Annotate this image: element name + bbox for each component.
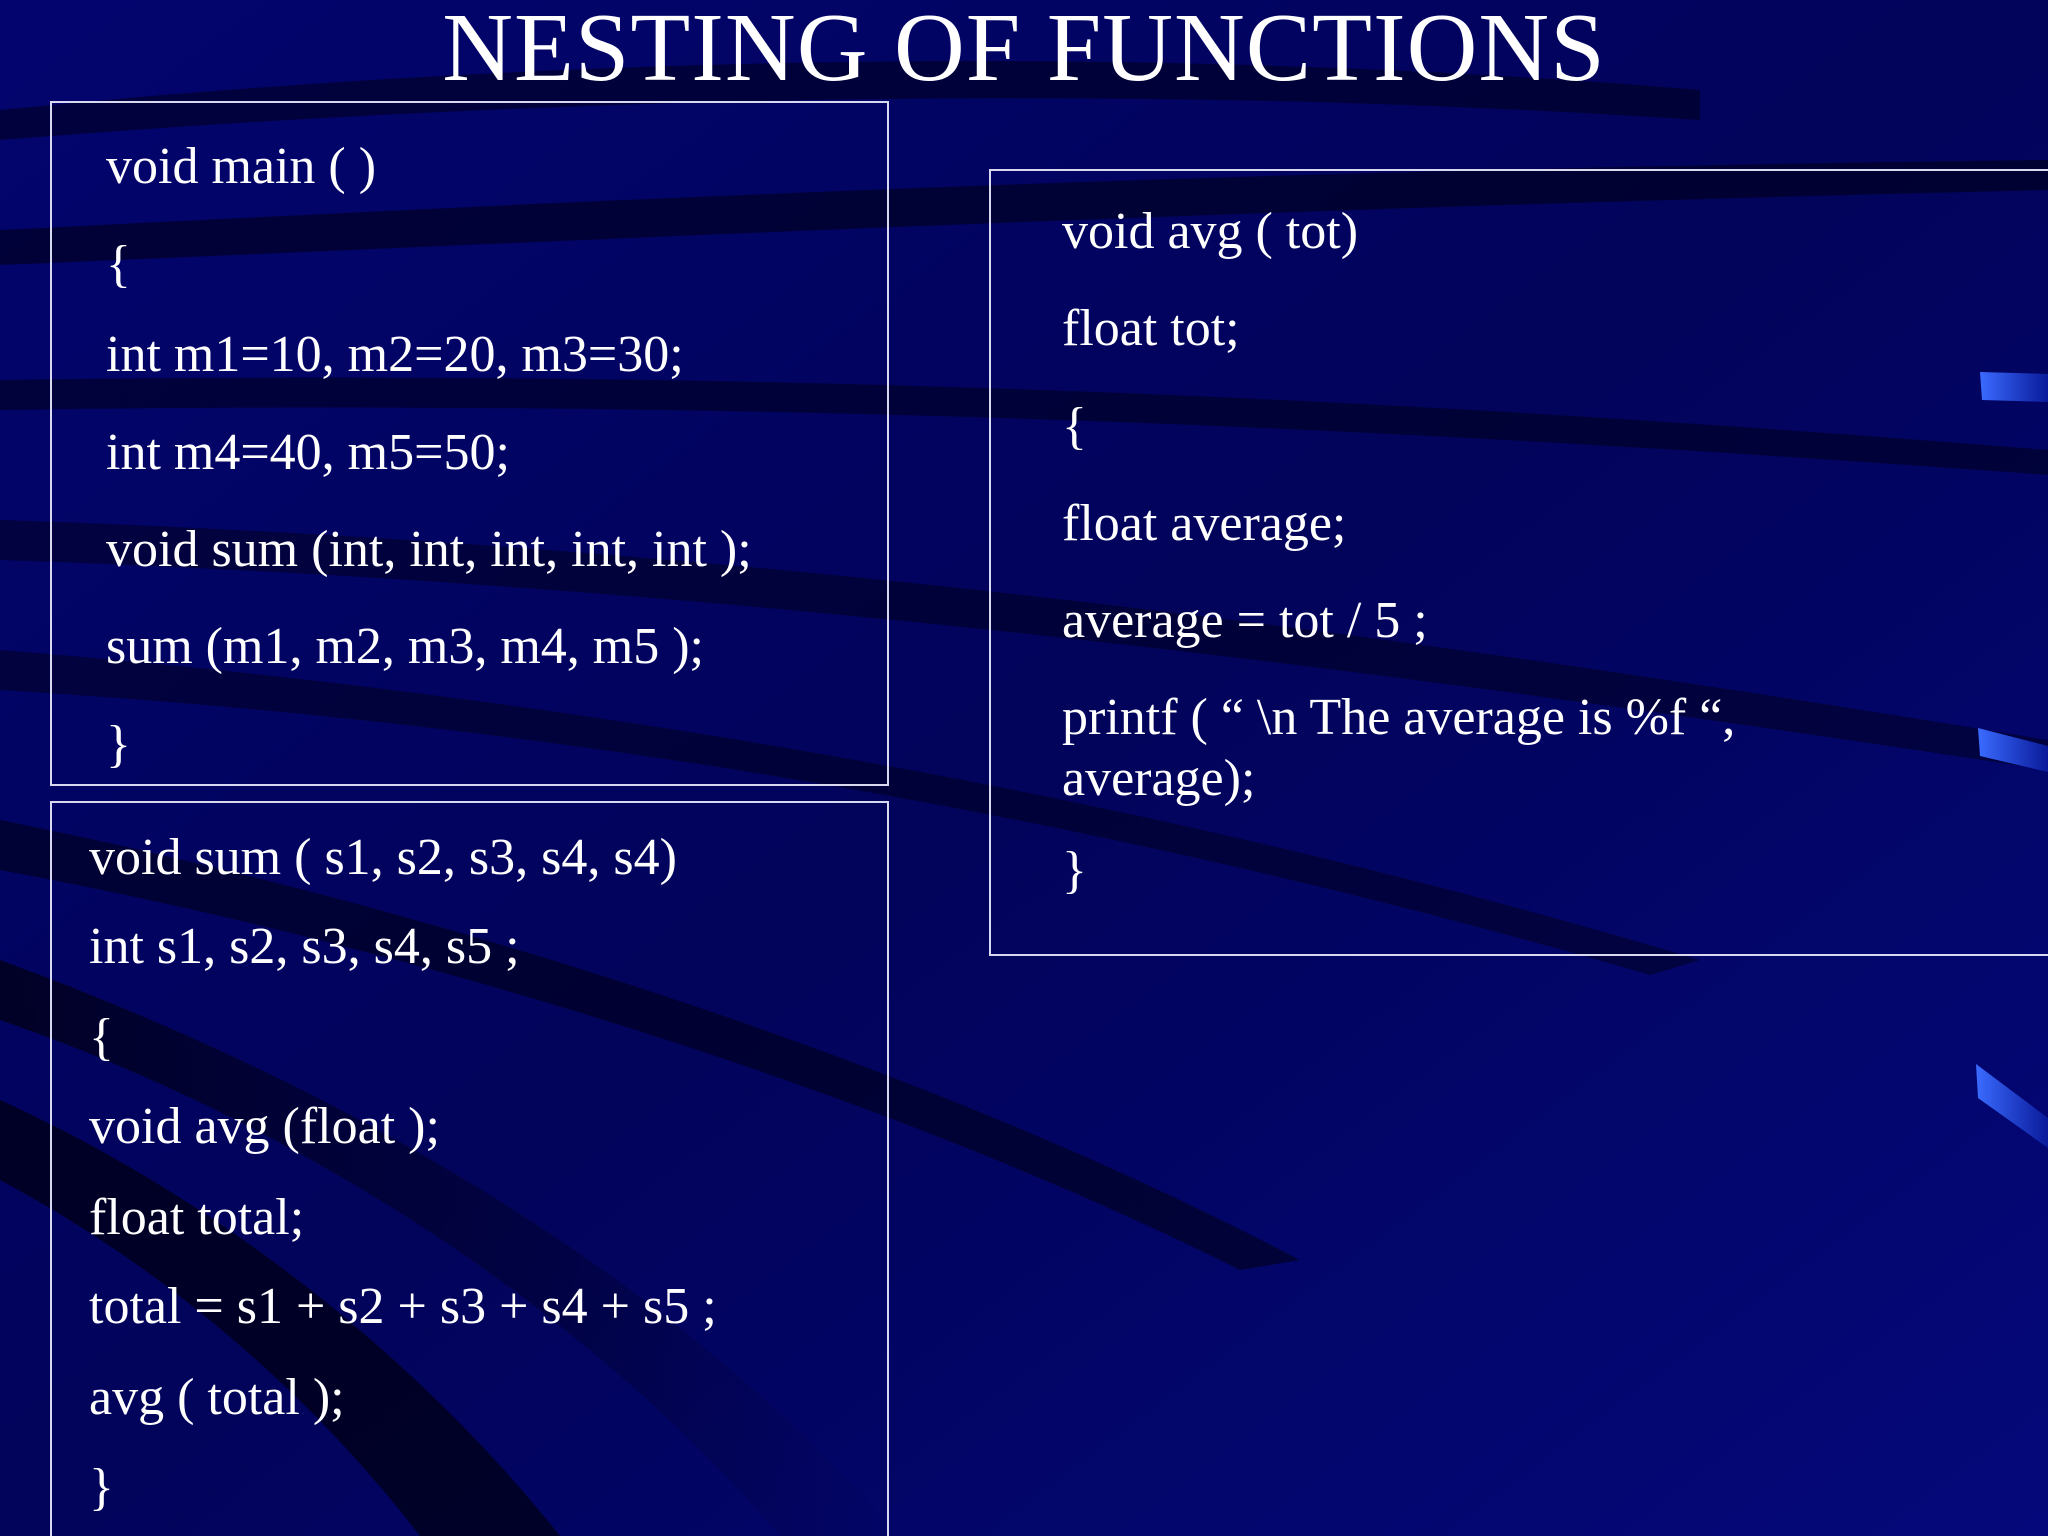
code-line: average); [1062,750,1256,807]
code-line: void main ( ) [106,138,377,195]
code-line: void avg (float ); [89,1098,440,1155]
code-line: total = s1 + s2 + s3 + s4 + s5 ; [89,1278,717,1335]
sum-function-box [50,801,889,1536]
code-line: float average; [1062,495,1347,552]
code-line: } [106,716,131,773]
code-line: avg ( total ); [89,1369,345,1426]
code-line: void avg ( tot) [1062,203,1359,260]
code-line: sum (m1, m2, m3, m4, m5 ); [106,618,704,675]
code-line: } [89,1459,114,1516]
code-line: average = tot / 5 ; [1062,592,1428,649]
main-function-box [50,101,889,786]
slide-title: NESTING OF FUNCTIONS [442,0,1606,102]
code-line: float total; [89,1189,305,1246]
code-line: int s1, s2, s3, s4, s5 ; [89,918,520,975]
code-line: } [1062,842,1087,899]
code-line: void sum ( s1, s2, s3, s4, s4) [89,829,677,886]
code-line: { [89,1009,114,1066]
code-line: int m4=40, m5=50; [106,424,510,481]
code-line: void sum (int, int, int, int, int ); [106,521,752,578]
avg-function-box [989,169,2048,956]
code-line: { [106,236,131,293]
code-line: { [1062,398,1087,455]
code-line: int m1=10, m2=20, m3=30; [106,326,684,383]
code-line: float tot; [1062,300,1240,357]
code-line: printf ( “ \n The average is %f “, [1062,689,1736,746]
